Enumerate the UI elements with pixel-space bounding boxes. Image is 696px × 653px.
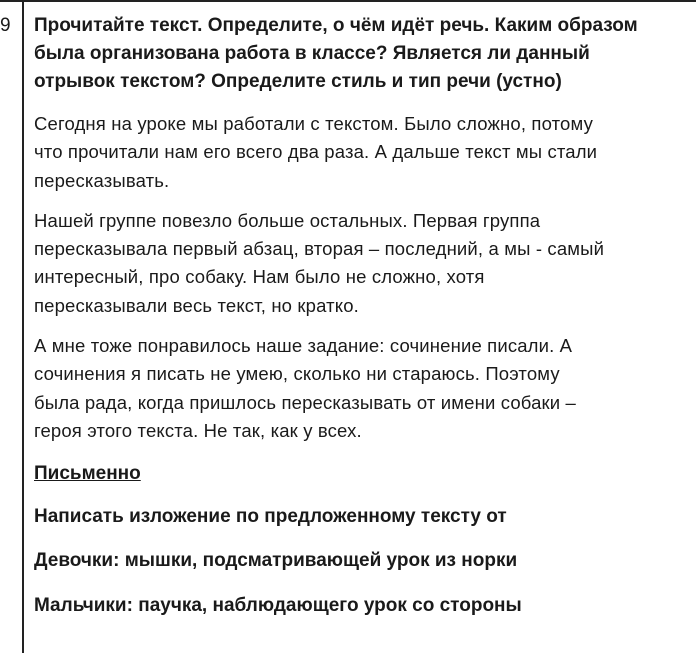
text-paragraph-3: [34, 332, 696, 445]
girls-option: Девочки: мышки, подсматривающей урок из норки: [34, 550, 518, 572]
paragraph-line: интересный, про собаку. Нам было не сложно, хотя: [34, 266, 485, 288]
written-label: Письменно: [34, 463, 141, 485]
row-number: 9: [0, 15, 11, 36]
paragraph-line: пересказывали весь текст, но кратко.: [34, 294, 359, 316]
paragraph-line: сочинения я писать не умею, сколько ни стараюсь. Поэтому: [34, 363, 560, 385]
task-heading: Прочитайте текст. Определите, о чём идёт речь. Каким образом была организована работа в классе? Является ли данный отрывок текстом? Определите стиль и тип речи (устно): [34, 15, 638, 92]
paragraph-line: пересказывать.: [34, 169, 170, 191]
text-paragraph-2: [34, 207, 696, 320]
text-paragraph-1: [34, 110, 696, 195]
table-column-divider: [22, 0, 24, 653]
task-cell: [34, 12, 696, 620]
paragraph-line: пересказывала первый абзац, вторая – последний, а мы - самый: [34, 238, 605, 260]
written-instruction: Написать изложение по предложенному тексту от: [34, 506, 507, 528]
paragraph-line: А мне тоже понравилось наше задание: сочинение писали. А: [34, 335, 573, 357]
paragraph-line: Сегодня на уроке мы работали с текстом. Было сложно, потому: [34, 113, 593, 134]
paragraph-line: была рада, когда пришлось пересказывать от имени собаки –: [34, 391, 576, 413]
paragraph-line: Нашей группе повезло больше остальных. Первая группа: [34, 209, 541, 231]
boys-option: Мальчики: паучка, наблюдающего урок со стороны: [34, 595, 522, 617]
paragraph-line: героя этого текста. Не так, как у всех.: [34, 419, 362, 441]
paragraph-line: что прочитали нам его всего два раза. А дальше текст мы стали: [34, 141, 598, 163]
table-top-border: [0, 0, 696, 2]
